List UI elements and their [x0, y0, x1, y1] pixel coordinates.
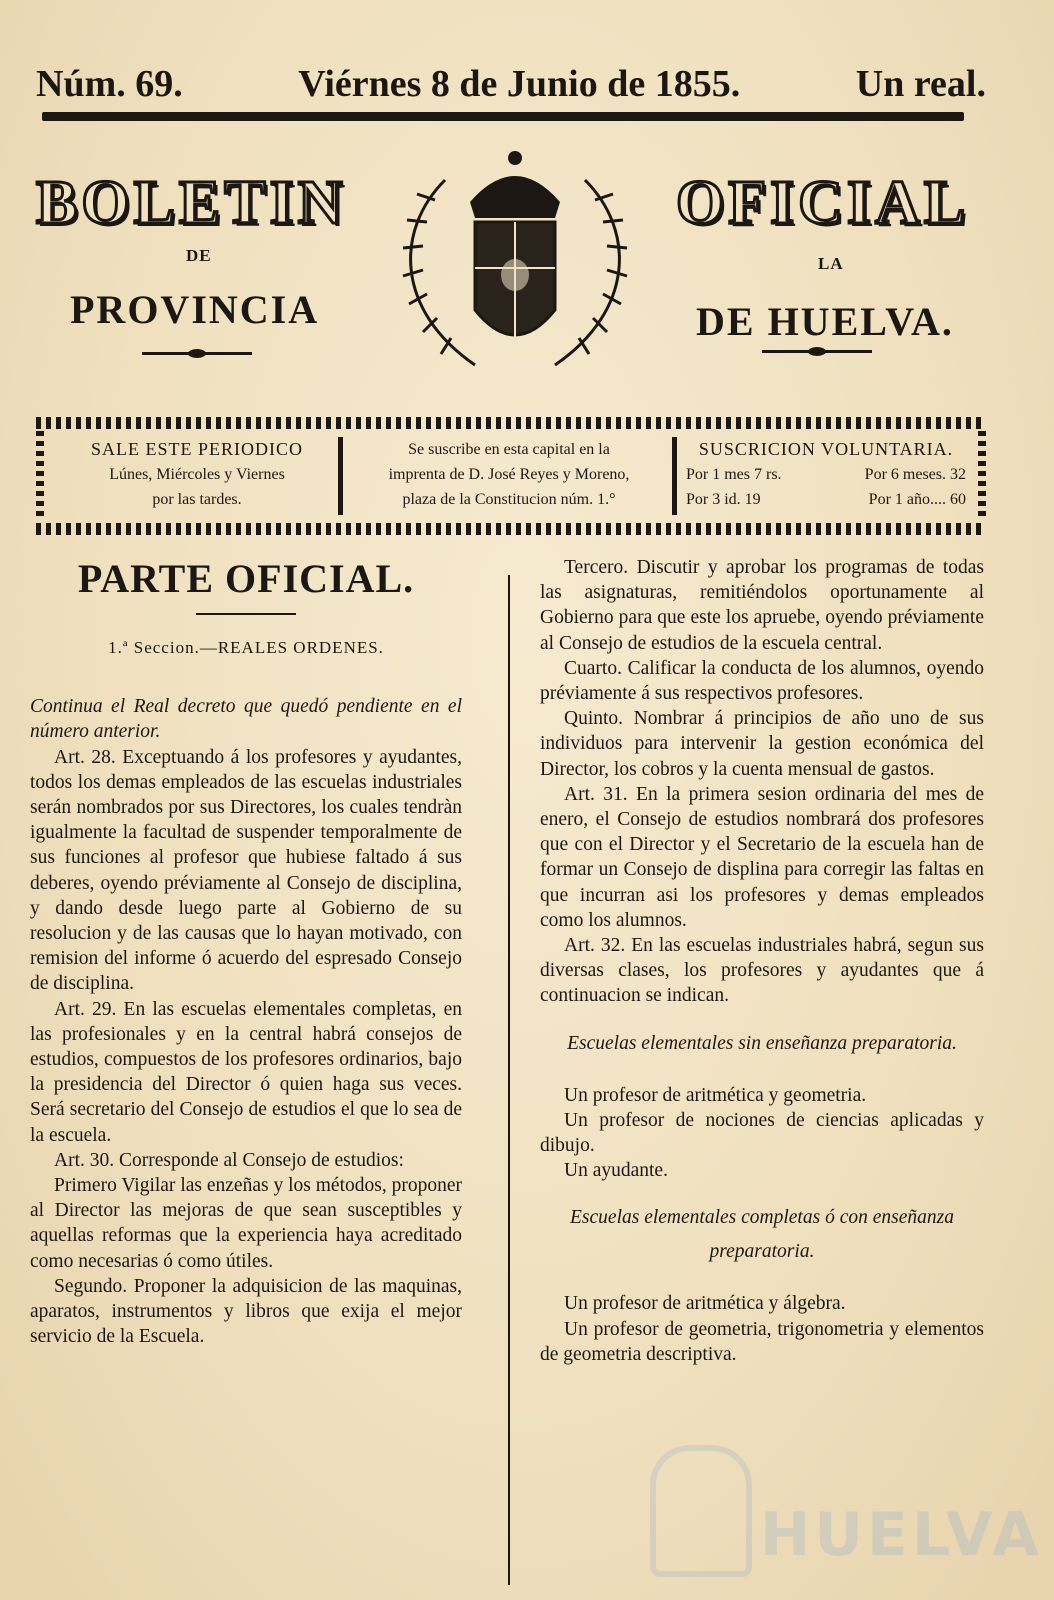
issue-price: Un real.	[855, 63, 986, 105]
title-oficial: OFICIAL	[676, 169, 970, 237]
article-30-tercero: Tercero. Discutir y aprobar los programas de todas las asignaturas, remitiéndolos oportunamente al Gobierno para que este los apruebe, oyendo préviamente al Consejo de estudios de la escuela central.	[540, 557, 984, 654]
section-subtitle: 1.ª Seccion.—REALES ORDENES.	[108, 638, 384, 657]
heading-elementary-without-prep: Escuelas elementales sin enseñanza preparatoria.	[567, 1032, 957, 1054]
subscription-prices	[686, 437, 966, 512]
title-de-huelva: DE HUELVA.	[696, 299, 954, 344]
band-border-left	[36, 431, 44, 521]
band-divider-2	[672, 437, 677, 515]
title-boletin: BOLETIN	[36, 169, 347, 237]
article-30-segundo: Segundo. Proponer la adquisicion de las maquinas, aparatos, instrumentos y libros que exija el mejor servicio de la Escuela.	[30, 1275, 462, 1348]
prices-heading: SUSCRICION VOLUNTARIA.	[698, 439, 954, 459]
article-29: Art. 29. En las escuelas elementales completas, en las profesionales y en la central habrá consejos de estudios, compuestos de los profesores ordinarios, bajo la presidencia del Director ó quien haga sus veces. Será secretario del Consejo de estudios el que lo sea de la escuela.	[30, 998, 462, 1146]
publication-schedule	[62, 437, 332, 512]
schedule-time: por las tardes.	[152, 491, 242, 508]
section-flourish	[196, 613, 296, 615]
column-rule	[508, 575, 510, 1585]
title-flourish-right	[762, 350, 872, 353]
article-31: Art. 31. En la primera sesion ordinaria del mes de enero, el Consejo de estudios nombrará dos profesores que con el Director y el Secretario de la escuela han de formar un Consejo de displina para corregir las faltas en que incurran asi los profesores y demas empleados como los alumnos.	[540, 783, 984, 931]
article-32: Art. 32. En las escuelas industriales habrá, segun sus diversas clases, los profesores y ayudantes que á continuacion se indican.	[540, 935, 984, 1007]
title-de: DE	[186, 246, 212, 265]
price-6-months: Por 6 meses. 32	[864, 466, 966, 483]
address-line-2: imprenta de D. José Reyes y Moreno,	[388, 466, 630, 483]
right-column	[540, 555, 984, 1367]
list-item: Un profesor de nociones de ciencias aplicadas y dibujo.	[540, 1109, 984, 1157]
subscription-address	[350, 437, 668, 512]
schedule-days: Lúnes, Miércoles y Viernes	[109, 466, 285, 483]
archive-watermark-icon	[650, 1445, 752, 1577]
archive-watermark: HUELVA	[760, 1500, 1043, 1570]
left-column	[30, 555, 462, 1349]
masthead-line	[36, 62, 986, 108]
article-28: Art. 28. Exceptuando á los profesores y ayudantes, todos los demas empleados de las escuelas industriales serán nombrados por sus Directores, los cuales tendràn igualmente la facultad de suspender temporalmente de sus funciones al profesor que hubiese faltado á sus deberes, oyendo préviamente al Consejo de disciplina, y dando desde luego parte al Gobierno de su resolucion y de las causas que lo hayan motivado, con remision del informe ó acuerdo del espresado Consejo de disciplina.	[30, 746, 462, 995]
price-3-months: Por 3 id. 19	[686, 491, 761, 508]
title-la: LA	[818, 254, 844, 273]
issue-number: Núm. 69.	[36, 63, 183, 105]
list-item: Un profesor de aritmética y álgebra.	[564, 1293, 846, 1315]
continuation-note: Continua el Real decreto que quedó pendiente en el número anterior.	[30, 696, 462, 743]
article-30-cuarto: Cuarto. Calificar la conducta de los alumnos, oyendo préviamente á sus respectivos profesores.	[540, 657, 984, 705]
band-border-top	[36, 417, 986, 429]
issue-date: Viérnes 8 de Junio de 1855.	[298, 63, 741, 105]
title-flourish-left	[142, 352, 252, 355]
list-item: Un profesor de geometria, trigonometria y elementos de geometria descriptiva.	[540, 1318, 984, 1365]
price-1-month: Por 1 mes 7 rs.	[686, 466, 782, 483]
band-divider-1	[338, 437, 343, 515]
article-30-primero: Primero Vigilar las enzeñas y los métodos, proponer al Director las mejoras de que sean susceptibles y aquellas reformas que la experiencia haya acreditado como necesarias ó como útiles.	[30, 1175, 462, 1272]
heading-elementary-complete: Escuelas elementales completas ó con enseñanza preparatoria.	[570, 1207, 954, 1263]
list-item: Un profesor de aritmética y geometria.	[564, 1084, 867, 1106]
section-title: PARTE OFICIAL.	[77, 556, 415, 601]
band-border-bottom	[36, 523, 986, 535]
prices-row-1	[686, 462, 966, 487]
address-line-1: Se suscribe en esta capital en la	[408, 441, 610, 458]
schedule-heading: SALE ESTE PERIODICO	[91, 439, 303, 459]
article-30: Art. 30. Corresponde al Consejo de estudios:	[54, 1149, 404, 1171]
masthead-rule	[42, 112, 964, 121]
coat-of-arms-icon	[365, 140, 665, 390]
subscription-band	[36, 417, 986, 535]
address-line-3: plaza de la Constitucion núm. 1.°	[402, 491, 616, 508]
prices-row-2	[686, 487, 966, 512]
title-provincia: PROVINCIA	[70, 287, 320, 332]
band-border-right	[978, 431, 986, 521]
list-item: Un ayudante.	[564, 1160, 668, 1182]
article-30-quinto: Quinto. Nombrar á principios de año uno de sus individuos para intervenir la gestion económica del Director, los cobros y la cuenta mensual de gastos.	[540, 708, 984, 780]
price-1-year: Por 1 año.... 60	[868, 491, 966, 508]
